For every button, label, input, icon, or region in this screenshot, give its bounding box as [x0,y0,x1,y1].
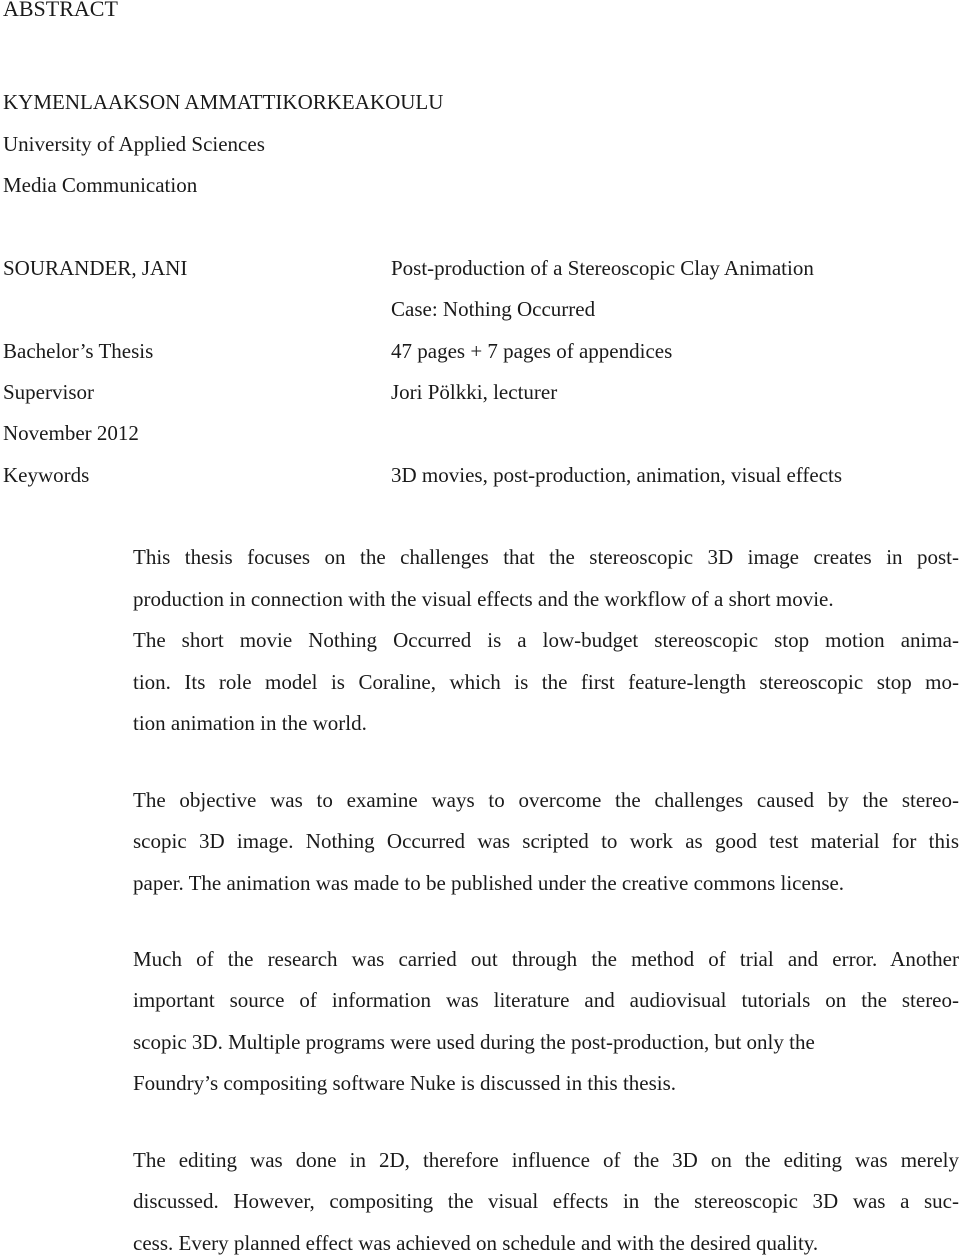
thesis-title-line-1: Post-production of a Stereoscopic Clay Animation [391,256,814,280]
paragraph-line: paper. The animation was made to be published under the creative commons license. [133,871,845,895]
paragraph-line: important source of information was literature and audiovisual tutorials on the stereo- [133,988,959,1012]
keywords-label: Keywords [3,463,90,487]
paragraph-line: This thesis focuses on the challenges that the stereoscopic 3D image creates in post- [133,545,959,569]
page-heading: ABSTRACT [3,0,118,21]
paragraph-line: The objective was to examine ways to overcome the challenges caused by the stereo- [133,788,959,812]
institution-name: KYMENLAAKSON AMMATTIKORKEAKOULU [3,90,444,114]
supervisor-name: Jori Pölkki, lecturer [391,380,558,404]
department-name: Media Communication [3,173,198,197]
institution-subtitle: University of Applied Sciences [3,132,265,156]
paragraph-line: The short movie Nothing Occurred is a low-budget stereoscopic stop motion anima- [133,628,959,652]
paragraph-line: discussed. However, compositing the visual effects in the stereoscopic 3D was a suc- [133,1189,959,1213]
paragraph-line: tion animation in the world. [133,711,367,735]
page-count: 47 pages + 7 pages of appendices [391,339,673,363]
author-name: SOURANDER, JANI [3,256,188,280]
thesis-type-label: Bachelor’s Thesis [3,339,154,363]
supervisor-label: Supervisor [3,380,94,404]
paragraph-line: scopic 3D. Multiple programs were used during the post-production, but only the [133,1030,815,1054]
thesis-title-line-2: Case: Nothing Occurred [391,297,596,321]
keywords-list: 3D movies, post-production, animation, visual effects [391,463,843,487]
paragraph-line: scopic 3D image. Nothing Occurred was scripted to work as good test material for this [133,829,959,853]
thesis-date: November 2012 [3,421,139,445]
paragraph-line: cess. Every planned effect was achieved on schedule and with the desired quality. [133,1231,819,1255]
paragraph-line: The editing was done in 2D, therefore influence of the 3D on the editing was merely [133,1148,959,1172]
paragraph-line: tion. Its role model is Coraline, which is the first feature-length stereoscopic stop mo- [133,670,959,694]
paragraph-line: Foundry’s compositing software Nuke is discussed in this thesis. [133,1071,677,1095]
paragraph-line: Much of the research was carried out through the method of trial and error. Another [133,947,959,971]
paragraph-line: production in connection with the visual effects and the workflow of a short movie. [133,587,834,611]
